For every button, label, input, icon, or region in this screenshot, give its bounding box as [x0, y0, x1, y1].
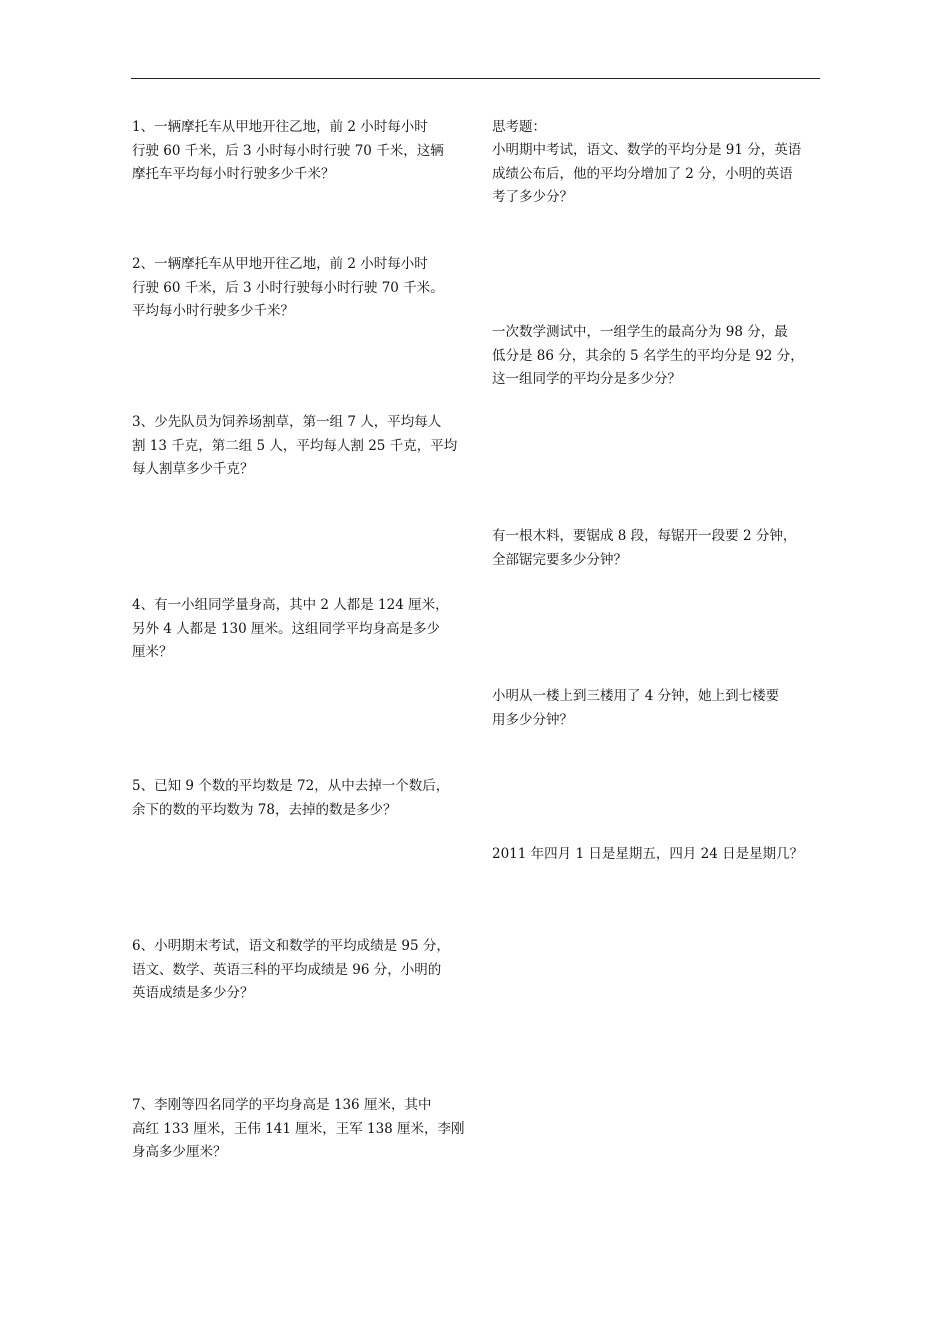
- problem-6: 6、小明期末考试，语文和数学的平均成绩是 95 分， 语文、数学、英语三科的平均成绩是 96 分，小明的 英语成绩是多少分？: [132, 938, 450, 1001]
- problem-1: 1、一辆摩托车从甲地开往乙地，前 2 小时每小时 行驶 60 千米，后 3 小时每小时行驶 70 千米，这辆 摩托车平均每小时行驶多少千米？: [132, 119, 444, 182]
- problem-4: 4、有一小组同学量身高，其中 2 人都是 124 厘米， 另外 4 人都是 130 厘米。这组同学平均身高是多少 厘米？: [132, 597, 449, 660]
- thinking-problem-1: 小明期中考试，语文、数学的平均分是 91 分，英语 成绩公布后，他的平均分增加了 2 分，小明的英语 考了多少分？: [492, 142, 802, 205]
- thinking-problem-2: 一次数学测试中，一组学生的最高分为 98 分，最 低分是 86 分，其余的 5 名学生的平均分是 92 分， 这一组同学的平均分是多少分？: [492, 324, 804, 387]
- thinking-problem-4: 小明从一楼上到三楼用了 4 分钟，她上到七楼要 用多少分钟？: [492, 688, 780, 728]
- problem-3: 3、少先队员为饲养场割草，第一组 7 人，平均每人 割 13 千克，第二组 5 人，平均每人割 25 千克，平均 每人割草多少千克？: [132, 414, 458, 477]
- thinking-heading: 思考题：: [492, 119, 546, 135]
- thinking-problem-3: 有一根木料，要锯成 8 段，每锯开一段要 2 分钟， 全部锯完要多少分钟？: [492, 528, 797, 568]
- problem-2: 2、一辆摩托车从甲地开往乙地，前 2 小时每小时 行驶 60 千米，后 3 小时行驶每小时行驶 70 千米。 平均每小时行驶多少千米？: [132, 256, 444, 319]
- thinking-problem-5: 2011 年四月 1 日是星期五，四月 24 日是星期几？: [492, 846, 804, 862]
- problem-5: 5、已知 9 个数的平均数是 72，从中去掉一个数后， 余下的数的平均数为 78，去掉的数是多少？: [132, 778, 450, 818]
- header-rule: [131, 78, 820, 79]
- problem-7: 7、李刚等四名同学的平均身高是 136 厘米，其中 高红 133 厘米，王伟 141 厘米，王军 138 厘米，李刚 身高多少厘米？: [132, 1097, 465, 1160]
